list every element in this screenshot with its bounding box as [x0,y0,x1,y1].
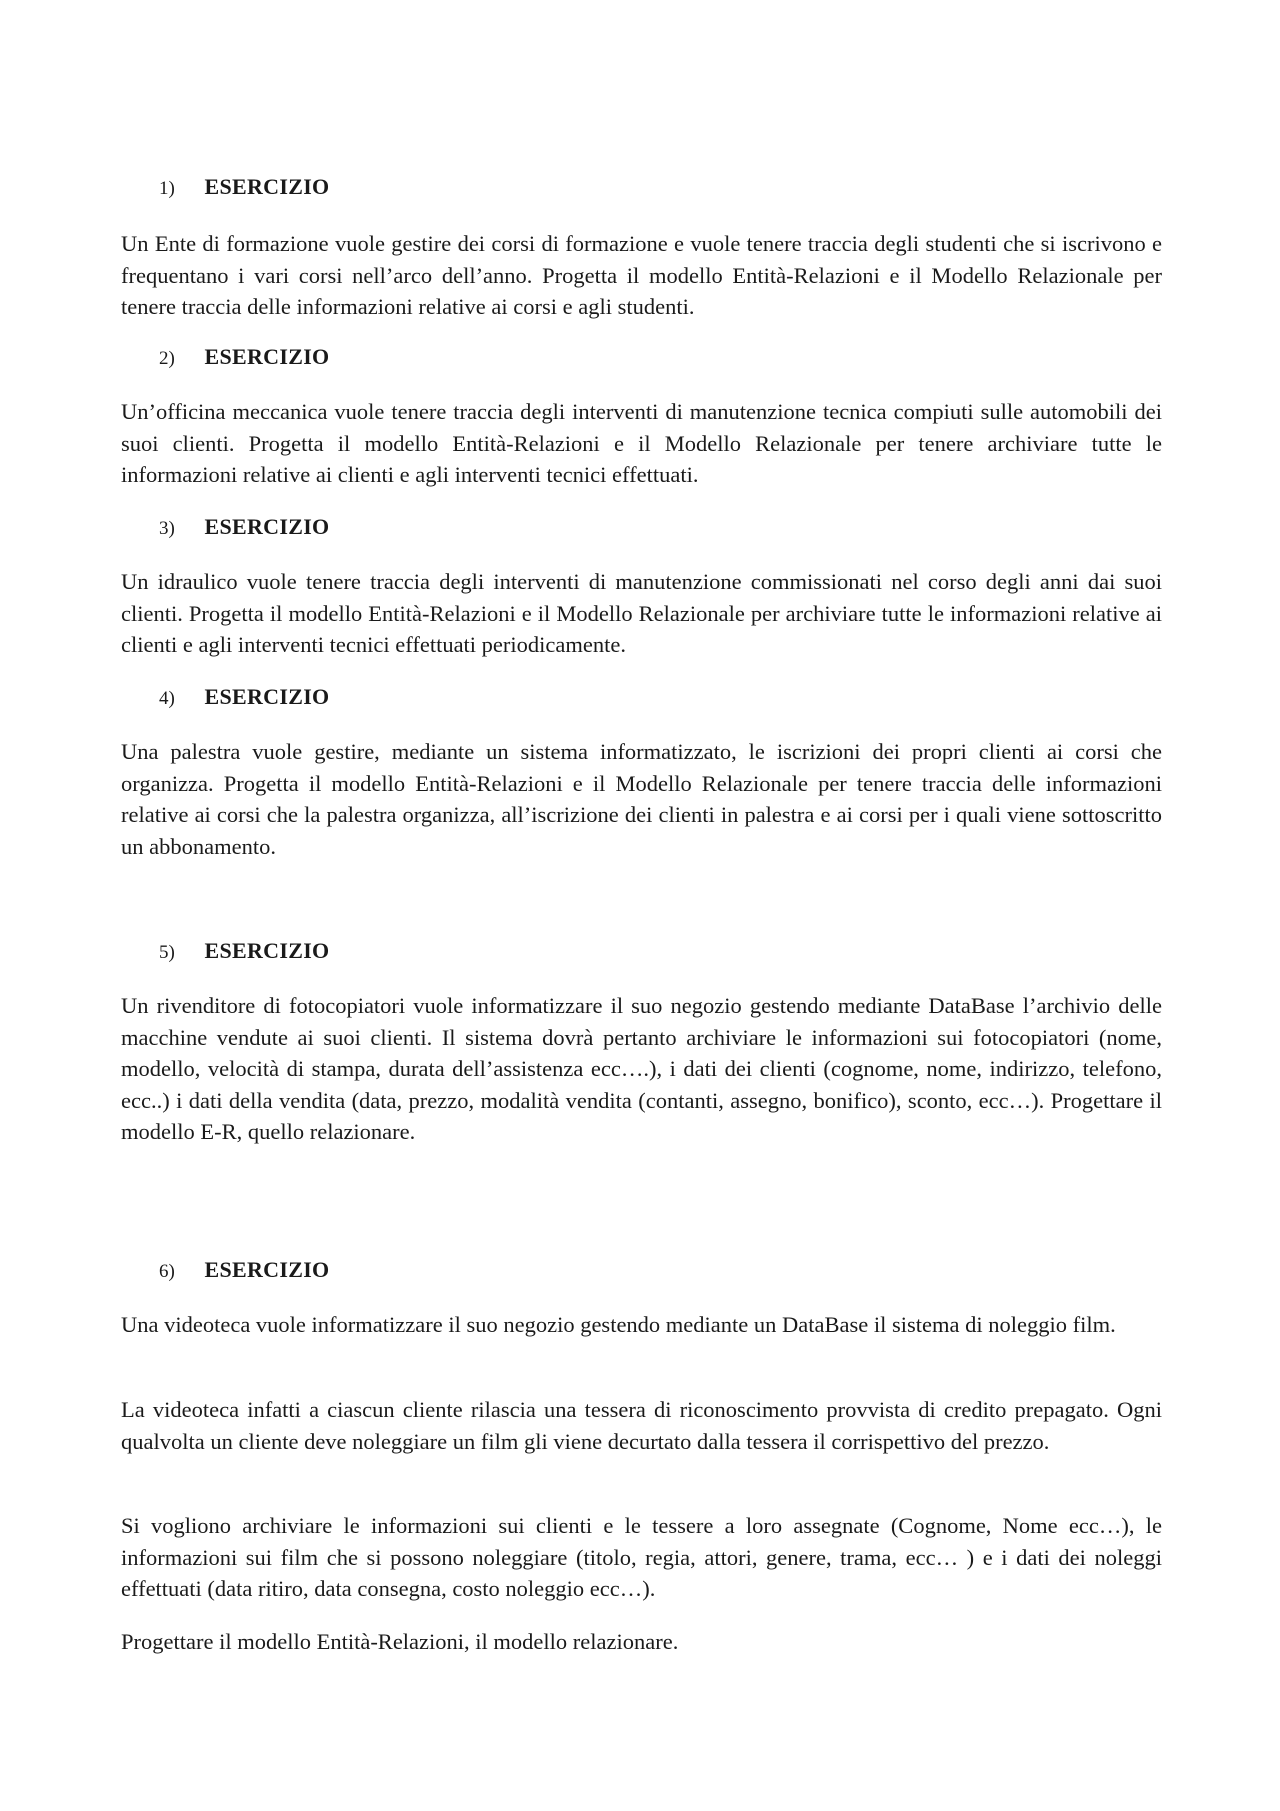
exercise-1-text: Un Ente di formazione vuole gestire dei corsi di formazione e vuole tenere traccia degli studenti che si iscrivono e frequentano i vari corsi nell’arco dell’anno. Progetta il modello Entità-Relazioni e il Modello Relazionale per tenere traccia delle informazioni relative ai corsi e agli studenti. [121,231,1162,319]
exercise-number: 3) [159,518,175,539]
exercise-4-text: Una palestra vuole gestire, mediante un sistema informatizzato, le iscrizioni dei propri clienti ai corsi che organizza. Progetta il modello Entità-Relazioni e il Modello Relazionale per tenere traccia delle informazioni relative ai corsi che la palestra organizza, all’iscrizione dei clienti in palestra e ai corsi per i quali viene sottoscritto un abbonamento. [121,739,1162,859]
exercise-2-text: Un’officina meccanica vuole tenere traccia degli interventi di manutenzione tecnica compiuti sulle automobili dei suoi clienti. Progetta il modello Entità-Relazioni e il Modello Relazionale per tenere archiviare tutte le informazioni relative ai clienti e agli interventi tecnici effettuati. [121,399,1162,487]
exercise-2-heading [159,342,329,374]
exercise-title: ESERCIZIO [204,684,330,709]
exercise-6-text-2: La videoteca infatti a ciascun cliente rilascia una tessera di riconoscimento provvista di credito prepagato. Ogni qualvolta un cliente deve noleggiare un film gli viene decurtato dalla tessera il corrispettivo del prezzo. [121,1397,1162,1454]
exercise-title: ESERCIZIO [204,1257,330,1282]
exercise-6-text-3: Si vogliono archiviare le informazioni sui clienti e le tessere a loro assegnate (Cognome, Nome ecc…), le informazioni sui film che si possono noleggiare (titolo, regia, attori, genere, trama, ecc… ) e i dati dei noleggi effettuati (data ritiro, data consegna, costo noleggio ecc…). [121,1513,1162,1601]
exercise-6-heading [159,1255,329,1287]
exercise-1-heading [159,172,329,204]
exercise-3-text: Un idraulico vuole tenere traccia degli interventi di manutenzione commissionati nel corso degli anni dai suoi clienti. Progetta il modello Entità-Relazioni e il Modello Relazionale per archiviare tutte le informazioni relative ai clienti e agli interventi tecnici effettuati periodicamente. [121,569,1162,657]
exercise-5-heading [159,936,329,968]
exercise-number: 6) [159,1261,175,1282]
exercise-title: ESERCIZIO [204,514,330,539]
exercise-5-text: Un rivenditore di fotocopiatori vuole informatizzare il suo negozio gestendo mediante DataBase l’archivio delle macchine vendute ai suoi clienti. Il sistema dovrà pertanto archiviare le informazioni sui fotocopiatori (nome, modello, velocità di stampa, durata dell’assistenza ecc….), i dati dei clienti (cognome, nome, indirizzo, telefono, ecc..) i dati della vendita (data, prezzo, modalità vendita (contanti, assegno, bonifico), sconto, ecc…). Progettare il modello E-R, quello relazionare. [121,993,1162,1144]
exercise-title: ESERCIZIO [204,344,330,369]
exercise-title: ESERCIZIO [204,938,330,963]
exercise-number: 1) [159,178,175,199]
exercise-number: 2) [159,348,175,369]
exercise-title: ESERCIZIO [204,174,330,199]
exercise-3-heading [159,512,329,544]
exercise-number: 4) [159,688,175,709]
exercise-4-heading [159,682,329,714]
exercise-6-text-1: Una videoteca vuole informatizzare il suo negozio gestendo mediante un DataBase il sistema di noleggio film. [121,1312,1116,1337]
exercise-number: 5) [159,942,175,963]
exercise-6-text-4: Progettare il modello Entità-Relazioni, il modello relazionare. [121,1629,679,1654]
